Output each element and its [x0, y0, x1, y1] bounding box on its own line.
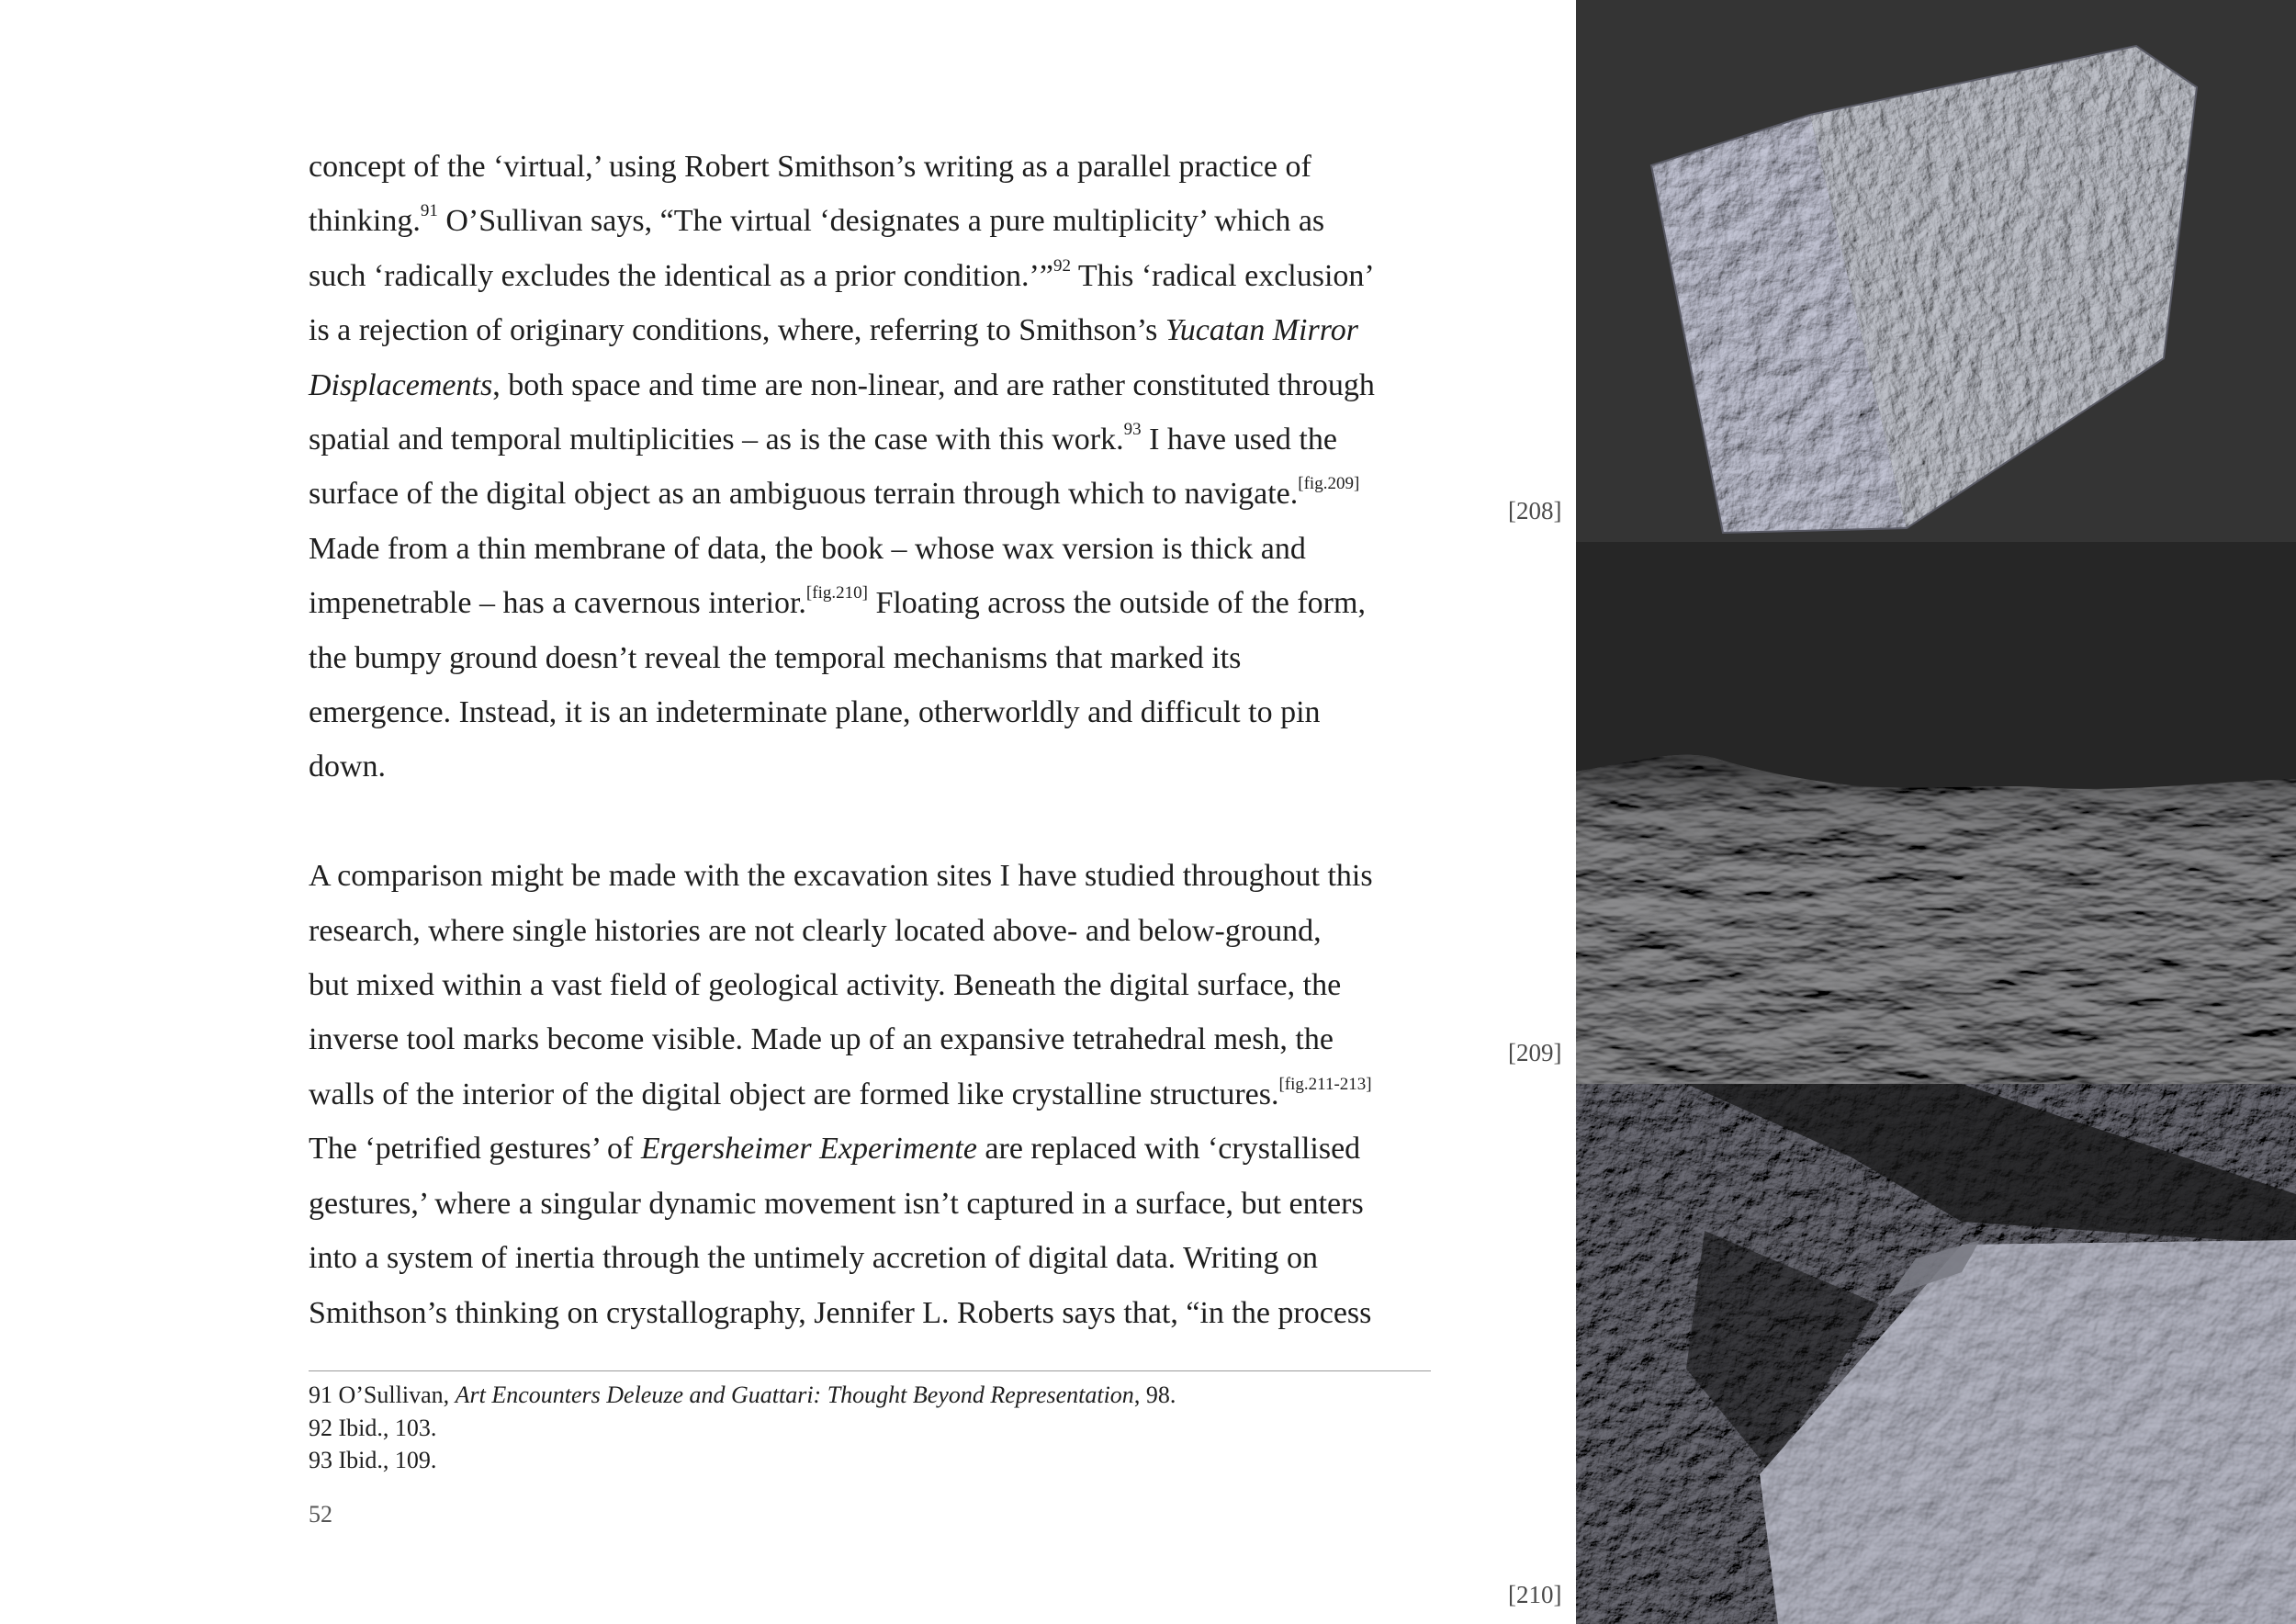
- body-text: [309, 140, 1438, 1340]
- text-line: into a system of inertia through the untimely accretion of digital data. Writing on: [309, 1241, 1318, 1276]
- figure-column: [1576, 0, 2296, 1624]
- figure-ref[interactable]: [fig.211-213]: [1278, 1074, 1372, 1094]
- text-line: down.: [309, 750, 387, 784]
- text-line: walls of the interior of the digital object are formed like crystalline structures.[fig.211-213]: [309, 1074, 1372, 1111]
- text-line: emergence. Instead, it is an indeterminate plane, otherworldly and difficult to pin: [309, 695, 1321, 730]
- terrain-render-surface-closeup-icon: [1576, 542, 2296, 1084]
- work-title: Displacements: [309, 367, 493, 402]
- footnote: 92 Ibid., 103.: [309, 1414, 437, 1441]
- text-line: inverse tool marks become visible. Made up of an expansive tetrahedral mesh, the: [309, 1022, 1334, 1057]
- figure-label: [208]: [1508, 497, 1562, 524]
- footnote-ref[interactable]: 93: [1123, 420, 1142, 440]
- figure-label: [209]: [1508, 1039, 1562, 1066]
- text-line: A comparison might be made with the excavation sites I have studied throughout this: [309, 859, 1373, 894]
- text-line: Displacements, both space and time are non-linear, and are rather constituted through: [309, 367, 1375, 402]
- footnote-divider: [309, 1370, 1431, 1371]
- text-line: Smithson’s thinking on crystallography, Jennifer L. Roberts says that, “in the process: [309, 1295, 1372, 1330]
- footnotes: [309, 1379, 1438, 1477]
- text-line: thinking.$^{91}$ O’Sullivan says, “The virtual ‘designates a pure multiplicity’ which as: [309, 201, 1325, 239]
- work-title: Ergersheimer Experimente: [640, 1132, 977, 1167]
- figure-210-image: [1576, 1084, 2296, 1624]
- text-line: Made from a thin membrane of data, the book – whose wax version is thick and: [309, 531, 1306, 566]
- text-line: impenetrable – has a cavernous interior.[fig.210] Floating across the outside of the form,: [309, 583, 1366, 621]
- text-line: but mixed within a vast field of geological activity. Beneath the digital surface, the: [309, 968, 1342, 1003]
- text-line: research, where single histories are not clearly located above- and below-ground,: [309, 913, 1322, 948]
- text-line: surface of the digital object as an ambiguous terrain through which to navigate.[fig.209]: [309, 474, 1360, 512]
- terrain-render-interior-icon: [1576, 1084, 2296, 1624]
- footnote: 93 Ibid., 109.: [309, 1447, 437, 1473]
- footnote: 91 O’Sullivan, Art Encounters Deleuze and Guattari: Thought Beyond Representation, 98.: [309, 1382, 1176, 1408]
- text-line: gestures,’ where a singular dynamic movement isn’t captured in a surface, but enters: [309, 1186, 1364, 1221]
- terrain-render-top-view-icon: [1576, 0, 2296, 542]
- text-line: is a rejection of originary conditions, where, referring to Smithson’s Yucatan Mirror: [309, 313, 1358, 348]
- page-number: 52: [309, 1501, 332, 1528]
- figure-label: [210]: [1508, 1581, 1562, 1608]
- figure-ref[interactable]: [fig.210]: [805, 583, 868, 603]
- text-line: spatial and temporal multiplicities – as is the case with this work.$^{93}$ I have used the: [309, 420, 1337, 457]
- figure-ref[interactable]: [fig.209]: [1298, 474, 1360, 494]
- footnote-ref[interactable]: 92: [1052, 255, 1071, 276]
- text-line: The ‘petrified gestures’ of Ergersheimer Experimente are replaced with ‘crystallised: [309, 1132, 1361, 1167]
- paragraph-gap: [309, 795, 1438, 849]
- work-title: Yucatan Mirror: [1165, 313, 1358, 348]
- figure-208-image: [1576, 0, 2296, 542]
- text-line: the bumpy ground doesn’t reveal the temporal mechanisms that marked its: [309, 640, 1242, 675]
- text-line: such ‘radically excludes the identical as a prior condition.’”$^{92}$ This ‘radical exclusion’: [309, 255, 1375, 293]
- text-line: concept of the ‘virtual,’ using Robert Smithson’s writing as a parallel practice of: [309, 150, 1311, 184]
- book-title: Art Encounters Deleuze and Guattari: Thought Beyond Representation: [455, 1382, 1134, 1408]
- footnote-ref[interactable]: 91: [420, 201, 438, 221]
- figure-209-image: [1576, 542, 2296, 1084]
